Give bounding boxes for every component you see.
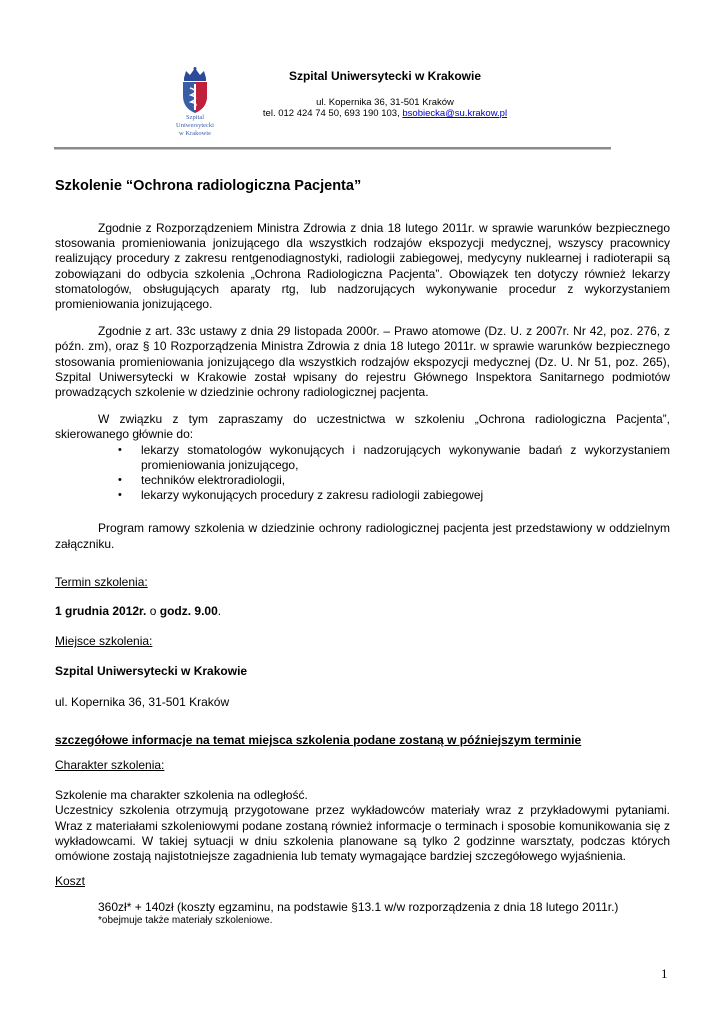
place-label: Miejsce szkolenia:: [55, 634, 153, 649]
term-conj: o: [146, 604, 160, 619]
list-item: • techników elektroradiologii,: [55, 473, 670, 488]
place-details-note: szczegółowe informacje na temat miejsca szkolenia podane zostaną w późniejszym terminie: [55, 732, 582, 747]
place-name: Szpital Uniwersytecki w Krakowie: [55, 664, 248, 679]
list-item: • lekarzy wykonujących procedury z zakresu radiologii zabiegowej: [55, 488, 670, 503]
cost-amount: 360zł* + 140zł (koszty egzaminu, na podstawie §13.1 w/w rozporządzenia z dnia 18 lutego 2011r.): [98, 899, 619, 914]
paragraph-invitation: W związku z tym zapraszamy do uczestnictwa w szkoleniu „Ochrona radiologiczna Pacjenta”, skierowanego głównie do:: [55, 412, 670, 442]
paragraph-program: Program ramowy szkolenia w dziedzinie ochrony radiologicznej pacjenta jest przedstawiony w oddzielnym załączniku.: [55, 521, 670, 551]
hospital-logo: [168, 66, 222, 152]
document-title: Szkolenie “Ochrona radiologiczna Pacjenta”: [55, 178, 362, 194]
character-line: Szkolenie ma charakter szkolenia na odległość.: [55, 788, 308, 803]
header-divider: [54, 147, 611, 150]
email-link[interactable]: bsobiecka@su.krakow.pl: [402, 108, 508, 119]
hospital-address: ul. Kopernika 36, 31-501 Kraków: [316, 97, 454, 108]
cost-note: *obejmuje także materiały szkoleniowe.: [98, 914, 273, 926]
logo-text-line: Szpital: [185, 114, 205, 121]
document-body: [55, 221, 670, 927]
list-item: • lekarzy stomatologów wykonujących i nadzorujących wykonywanie badań z wykorzystaniem promieniowania jonizującego,: [55, 443, 670, 473]
term-date: 1 grudnia 2012r.: [55, 604, 147, 619]
crest-icon: [178, 66, 212, 114]
character-label: Charakter szkolenia:: [55, 758, 165, 773]
logo-text-line: w Krakowie: [179, 130, 211, 137]
cost-label: Koszt: [55, 874, 86, 889]
place-address: ul. Kopernika 36, 31-501 Kraków: [55, 694, 230, 709]
phone-numbers: tel. 012 424 74 50, 693 190 103,: [262, 108, 400, 119]
character-text: Uczestnicy szkolenia otrzymują przygotowane przez wykładowców materiały wraz z przykładowymi pytaniami. Wraz z materiałami szkoleniowymi podane zostaną również informacje o terminach i sposobie komunikowania się z wykładowcami. W takiej sytuacji w dniu szkolenia planowane są tylko 2 godzinne warsztaty, podczas których omówione zostają najistotniejsze zagadnienia lub tematy wymagające bardziej szczegółowego wyjaśnienia.: [55, 803, 670, 864]
term-end: .: [217, 604, 222, 619]
term-value: [55, 604, 670, 619]
term-time: godz. 9.00: [159, 604, 218, 619]
logo-text-line: Uniwersytecki: [176, 122, 214, 129]
paragraph-registry: Zgodnie z art. 33c ustawy z dnia 29 listopada 2000r. – Prawo atomowe (Dz. U. z 2007r. Nr 42, poz. 276, z późn. zm), oraz § 10 Rozporządzenia Ministra Zdrowia z dnia 18 lutego 2011r. w sprawie warunków bezpiecznego stosowania promieniowania jonizującego dla wszystkich rodzajów ekspozycji medycznej (Dz. U. Nr 51, poz. 265), Szpital Uniwersytecki w Krakowie został wpisany do rejestru Głównego Inspektora Sanitarnego podmiotów prowadzących szkolenie w dziedzinie ochrony radiologicznej pacjenta.: [55, 324, 670, 400]
audience-list: [55, 443, 670, 504]
contact-line: [230, 108, 540, 119]
term-label: Termin szkolenia:: [55, 574, 148, 589]
page-number: 1: [661, 966, 668, 981]
hospital-name: Szpital Uniwersytecki w Krakowie: [288, 69, 482, 83]
hospital-contact: [230, 97, 540, 119]
paragraph-regulation: Zgodnie z Rozporządzeniem Ministra Zdrowia z dnia 18 lutego 2011r. w sprawie warunków bezpiecznego stosowania promieniowania jonizującego dla wszystkich rodzajów ekspozycji medycznej, wszyscy pracownicy realizujący procedury z zakresu rentgenodiagnostyki, radiologii zabiegowej, medycyny nuklearnej i radioterapii są zobowiązani do odbycia szkolenia „Ochrona Radiologiczna Pacjenta”. Obowiązek ten dotyczy również lekarzy stomatologów, obsługujących aparaty rtg, lub nadzorujących wykonywanie procedur z wykorzystaniem promieniowania jonizującego.: [55, 221, 670, 312]
